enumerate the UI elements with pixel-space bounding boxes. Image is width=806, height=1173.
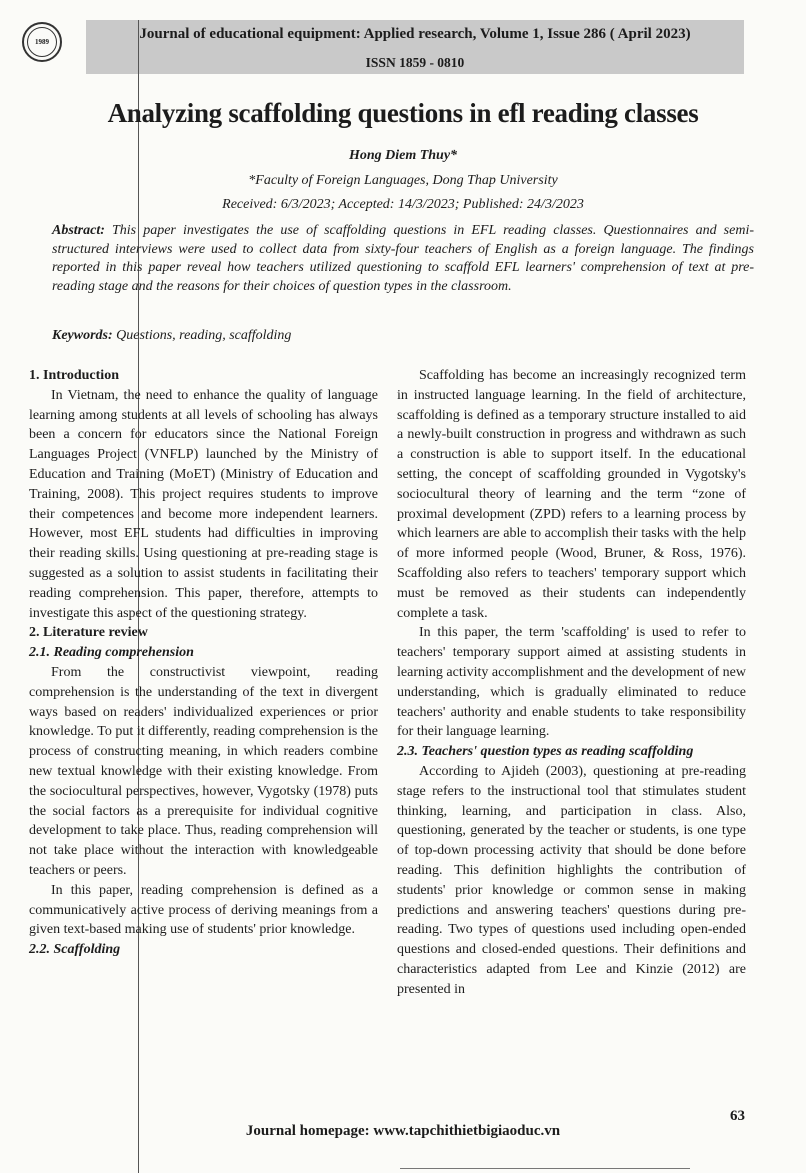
abstract-label: Abstract:	[52, 223, 105, 238]
paper-title: Analyzing scaffolding questions in efl reading classes	[107, 98, 699, 128]
subsection-heading-question-types: 2.3. Teachers' question types as reading scaffolding	[397, 744, 694, 760]
keywords	[52, 328, 754, 344]
journal-logo-inner: 1989	[27, 27, 57, 57]
publication-dates: Received: 6/3/2023; Accepted: 14/3/2023; Published: 24/3/2023	[222, 197, 584, 212]
author: Hong Diem Thuy*	[348, 148, 458, 163]
reading-comprehension-paragraph-2: In this paper, reading comprehension is defined as a communicatively active process of deriving meanings from a given text-based making use of students' prior knowledge.	[29, 882, 378, 938]
journal-name: Journal of educational equipment: Applied research, Volume 1, Issue 286 ( April 2023)	[139, 26, 691, 42]
section-heading-literature-review: 2. Literature review	[29, 625, 148, 641]
affiliation: *Faculty of Foreign Languages, Dong Thap University	[248, 173, 558, 188]
right-column	[397, 366, 746, 1000]
scaffolding-paragraph-2: In this paper, the term 'scaffolding' is used to refer to teachers' temporary support aimed at assisting students in learning activity accomplishment and the development of new understanding, which is gradually eliminated to reduce teachers' authority and enable students to take responsibility for their language learning.	[397, 625, 746, 740]
abstract	[52, 222, 754, 296]
scaffolding-paragraph-1: Scaffolding has become an increasingly recognized term in instructed language learning. In the field of architecture, scaffolding is defined as a temporary structure installed to aid a newly-built construction in progress and withdrawn as such a construction is able to support itself. In the educational setting, the concept of scaffolding grounded in Vygotsky's sociocultural theory of learning and the term “zone of proximal development (ZPD) refers to a learning process by which learners are able to accomplish their tasks with the help of more informed people (Wood, Bruner, & Ross, 1976). Scaffolding also refers to teachers' temporary support which must be removed as their students can independently complete a task.	[397, 368, 746, 621]
bottom-rule	[400, 1168, 690, 1169]
subsection-heading-scaffolding: 2.2. Scaffolding	[29, 942, 121, 958]
section-heading-introduction: 1. Introduction	[29, 368, 119, 383]
reading-comprehension-paragraph-1: From the constructivist viewpoint, reading comprehension is the understanding of the text in divergent ways based on readers' individualized experiences or prior knowledge. To put it differently, reading comprehension is the process of constructing meaning, in which readers combine new textual knowledge with their existing knowledge. From the sociocultural perspectives, however, Vygotsky (1978) puts the social factors as a prerequisite for individual cognitive development to take place. Thus, reading comprehension will not take place without the interaction with knowledgeable teachers or peers.	[29, 664, 378, 878]
issn: ISSN 1859 - 0810	[365, 55, 465, 70]
introduction-paragraph: In Vietnam, the need to enhance the quality of language learning among students at all levels of schooling has always been a concern for educators since the National Foreign Languages Project (VNFLP) launched by the Ministry of Education and Training (MoET) (Ministry of Education and Training, 2008). This project requires students to improve their competences and become more independent learners. However, most EFL students had difficulties in improving their reading skills. Using questioning at pre-reading stage is suggested as a solution to assist students in facilitating their reading comprehension. This paper, therefore, attempts to investigate this aspect of the questioning strategy.	[29, 387, 378, 621]
subsection-heading-reading-comprehension: 2.1. Reading comprehension	[29, 645, 194, 661]
journal-homepage: Journal homepage: www.tapchithietbigiaoduc.vn	[245, 1123, 561, 1139]
journal-logo-icon	[22, 22, 62, 62]
page-number: 63	[730, 1108, 745, 1124]
left-column	[29, 366, 378, 960]
keywords-label: Keywords:	[52, 328, 113, 343]
question-types-paragraph: According to Ajideh (2003), questioning at pre-reading stage refers to the instructional tool that stimulates student thinking, learning, and participation in class. Also, questioning, generated by the teacher or students, is one type of top-down processing activity that should be done before reading. This definition highlights the contribution of students' prior knowledge or common sense in making predictions and answering teachers' questions during pre-reading. Two types of questions used including open-ended questions and closed-ended questions. Their definitions and characteristics adapted from Lee and Kinzie (2012) are presented in	[397, 763, 746, 997]
abstract-text: This paper investigates the use of scaffolding questions in EFL reading classes. Questionnaires and semi-structured interviews were used to collect data from sixty-four teachers of English as a foreign language. The findings reported in this paper reveal how teachers utilized questioning to scaffold EFL learners' comprehension of text at pre-reading stage and the reasons for their choices of question types in the classroom.	[52, 223, 754, 294]
keywords-text: Questions, reading, scaffolding	[112, 328, 292, 343]
